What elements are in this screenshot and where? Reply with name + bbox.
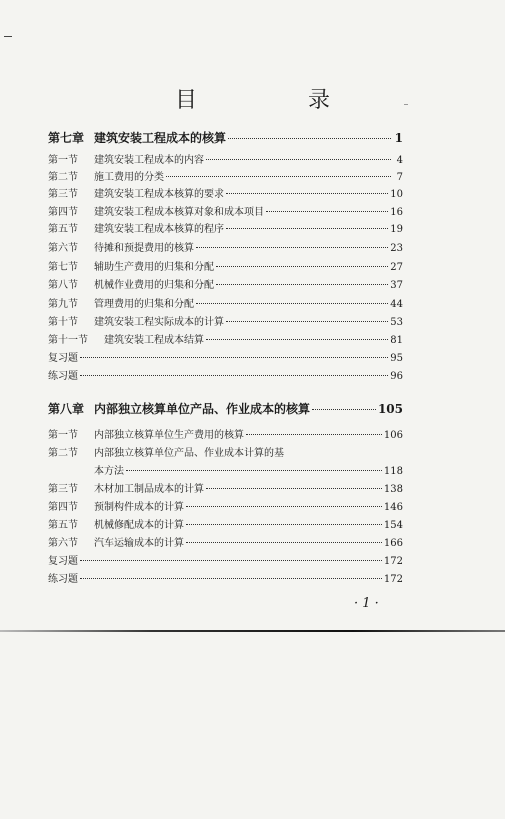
toc-section xyxy=(48,239,403,255)
section-title: 预制构件成本的计算 xyxy=(94,502,184,513)
page-ref: 138 xyxy=(383,484,403,495)
toc-section xyxy=(48,534,403,550)
section-title: 汽车运输成本的计算 xyxy=(94,538,184,549)
section-title: 施工费用的分类 xyxy=(94,172,164,183)
page-ref: 172 xyxy=(383,556,403,567)
page-ref: 154 xyxy=(383,520,403,531)
toc-exercise xyxy=(48,367,403,383)
dot-leader xyxy=(246,434,382,435)
dot-leader xyxy=(216,266,388,267)
page-ref: 19 xyxy=(390,224,403,235)
toc-section xyxy=(48,185,403,201)
toc-section xyxy=(48,444,403,460)
page-number: · 1 · xyxy=(354,596,379,611)
section-title: 木材加工制品成本的计算 xyxy=(94,484,204,495)
page-ref: 44 xyxy=(390,299,403,310)
dot-leader xyxy=(80,560,382,561)
section-title: 辅助生产费用的归集和分配 xyxy=(94,262,214,273)
page-edge-rule xyxy=(0,630,505,632)
page-ref: 1 xyxy=(394,131,403,145)
dot-leader xyxy=(312,409,376,410)
toc-section xyxy=(48,516,403,532)
section-title: 建筑安装工程成本结算 xyxy=(104,335,204,346)
chapter-title: 内部独立核算单位产品、作业成本的核算 xyxy=(94,402,311,416)
toc-section xyxy=(48,331,403,347)
dot-leader xyxy=(206,159,391,160)
section-title: 管理费用的归集和分配 xyxy=(94,299,194,310)
dot-leader xyxy=(266,211,388,212)
toc-section xyxy=(48,295,403,311)
section-title: 建筑安装工程成本核算的要求 xyxy=(94,189,224,200)
dot-leader xyxy=(216,284,388,285)
toc-section xyxy=(48,480,403,496)
toc-exercise xyxy=(48,349,403,365)
toc-chapter xyxy=(48,129,403,147)
section-number: 第三节 xyxy=(48,189,78,200)
page-ref: 53 xyxy=(390,317,403,328)
page-ref: 81 xyxy=(390,335,403,346)
chapter-number: 第八章 xyxy=(48,402,85,416)
page-ref: 105 xyxy=(377,402,403,416)
page-ref: 4 xyxy=(396,155,403,166)
toc-section xyxy=(48,426,403,442)
page-title: 目 录 xyxy=(175,87,382,113)
page-ref: 27 xyxy=(390,262,403,273)
page-ref: 118 xyxy=(383,466,403,477)
dot-leader xyxy=(196,247,388,248)
chapter-number: 第七章 xyxy=(48,131,85,145)
dot-leader xyxy=(226,321,388,322)
dot-leader xyxy=(80,578,382,579)
section-number: 第八节 xyxy=(48,280,78,291)
page-ref: 23 xyxy=(390,243,403,254)
exercise-title: 复习题 xyxy=(48,353,78,364)
section-number: 第四节 xyxy=(48,502,78,513)
section-number: 第七节 xyxy=(48,262,78,273)
section-title: 待摊和预提费用的核算 xyxy=(94,243,194,254)
section-number: 第十节 xyxy=(48,317,78,328)
section-number: 第十一节 xyxy=(48,335,88,346)
section-number: 第三节 xyxy=(48,484,78,495)
dot-leader xyxy=(226,193,388,194)
exercise-title: 练习题 xyxy=(48,371,78,382)
toc-section xyxy=(48,498,403,514)
section-title: 建筑安装工程成本核算的程序 xyxy=(94,224,224,235)
toc-section xyxy=(48,313,403,329)
toc-section xyxy=(48,258,403,274)
section-number: 第六节 xyxy=(48,538,78,549)
toc-section xyxy=(48,151,403,167)
section-title: 建筑安装工程实际成本的计算 xyxy=(94,317,224,328)
dot-leader xyxy=(228,138,391,139)
toc-section xyxy=(48,168,403,184)
section-number: 第九节 xyxy=(48,299,78,310)
section-title: 内部独立核算单位生产费用的核算 xyxy=(94,430,244,441)
section-number: 第四节 xyxy=(48,207,78,218)
section-number: 第五节 xyxy=(48,224,78,235)
page-ref: 96 xyxy=(390,371,403,382)
dot-leader xyxy=(126,470,382,471)
dot-leader xyxy=(166,176,391,177)
section-number: 第一节 xyxy=(48,430,78,441)
section-title: 建筑安装工程成本的内容 xyxy=(94,155,204,166)
section-title: 机械作业费用的归集和分配 xyxy=(94,280,214,291)
toc-chapter xyxy=(48,400,403,418)
toc-section xyxy=(48,276,403,292)
page-ref: 166 xyxy=(383,538,403,549)
toc-exercise xyxy=(48,570,403,586)
section-title: 内部独立核算单位产品、作业成本计算的基 xyxy=(94,448,284,459)
section-title: 建筑安装工程成本核算对象和成本项目 xyxy=(94,207,264,218)
section-title: 本方法 xyxy=(94,466,124,477)
page-ref: 7 xyxy=(396,172,403,183)
dot-leader xyxy=(196,303,388,304)
dot-leader xyxy=(226,228,388,229)
toc-section xyxy=(48,203,403,219)
section-number: 第五节 xyxy=(48,520,78,531)
dot-leader xyxy=(206,488,382,489)
page-ref: 16 xyxy=(390,207,403,218)
toc-section xyxy=(48,220,403,236)
page-ref: 106 xyxy=(383,430,403,441)
toc-section-continued xyxy=(48,462,403,478)
page-ref: 10 xyxy=(390,189,403,200)
section-number: 第二节 xyxy=(48,448,78,459)
page-ref: 172 xyxy=(383,574,403,585)
dot-leader xyxy=(80,357,388,358)
dot-leader xyxy=(186,542,382,543)
toc-exercise xyxy=(48,552,403,568)
dot-leader xyxy=(80,375,388,376)
section-number: 第一节 xyxy=(48,155,78,166)
scan-artifact xyxy=(4,36,12,37)
page-ref: 95 xyxy=(390,353,403,364)
dot-leader xyxy=(186,506,382,507)
dot-leader xyxy=(186,524,382,525)
page-ref: 37 xyxy=(390,280,403,291)
chapter-title: 建筑安装工程成本的核算 xyxy=(94,131,227,145)
section-number: 第二节 xyxy=(48,172,78,183)
exercise-title: 复习题 xyxy=(48,556,78,567)
page-ref: 146 xyxy=(383,502,403,513)
exercise-title: 练习题 xyxy=(48,574,78,585)
section-title: 机械修配成本的计算 xyxy=(94,520,184,531)
section-number: 第六节 xyxy=(48,243,78,254)
dot-leader xyxy=(206,339,388,340)
